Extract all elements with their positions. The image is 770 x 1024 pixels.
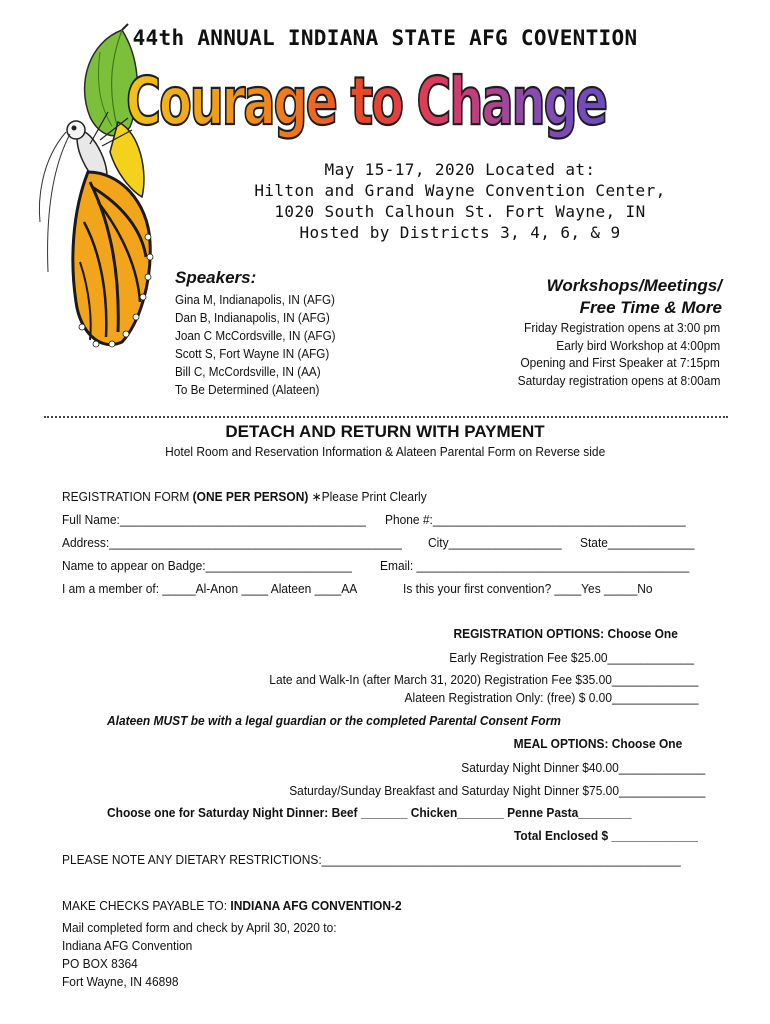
speaker-item: Bill C, McCordsville, IN (AA): [175, 364, 321, 379]
detach-divider: [44, 416, 728, 418]
speaker-item: Joan C McCordsville, IN (AFG): [175, 328, 336, 343]
event-venue: Hilton and Grand Wayne Convention Center,: [254, 181, 666, 200]
state-field[interactable]: State_____________: [580, 535, 695, 550]
alateen-registration-fee[interactable]: Alateen Registration Only: (free) $ 0.00_____________: [404, 690, 698, 705]
hero-title-art: [120, 52, 620, 142]
registration-options-heading: REGISTRATION OPTIONS: Choose One: [453, 626, 678, 641]
speaker-item: Dan B, Indianapolis, IN (AFG): [175, 310, 330, 325]
membership-field[interactable]: I am a member of: _____Al-Anon ____ Alateen ____AA: [62, 581, 358, 596]
total-enclosed-field[interactable]: Total Enclosed $ _____________: [514, 828, 698, 843]
checks-label: MAKE CHECKS PAYABLE TO:: [62, 898, 231, 913]
workshops-heading-line2: Free Time & More: [579, 298, 722, 317]
full-name-field[interactable]: Full Name:_____________________________________: [62, 512, 366, 527]
dinner-choice-field[interactable]: Choose one for Saturday Night Dinner: Beef _______ Chicken_______ Penne Pasta________: [107, 805, 632, 820]
hero-title-text: Courage to Change: [126, 63, 607, 140]
detach-heading: DETACH AND RETURN WITH PAYMENT: [225, 422, 545, 441]
mail-address-line: PO BOX 8364: [62, 956, 138, 971]
reg-note: ∗Please Print Clearly: [308, 489, 427, 504]
checks-payee: INDIANA AFG CONVENTION-2: [230, 898, 402, 913]
workshop-item: Saturday registration opens at 8:00am: [517, 373, 720, 388]
workshops-heading: Workshops/Meetings/: [546, 276, 722, 295]
speaker-item: Scott S, Fort Wayne IN (AFG): [175, 346, 330, 361]
mail-address-line: Fort Wayne, IN 46898: [62, 974, 179, 989]
late-registration-fee[interactable]: Late and Walk-In (after March 31, 2020) Registration Fee $35.00_____________: [268, 672, 698, 687]
hero-title: [120, 52, 620, 147]
workshop-item: Friday Registration opens at 3:00 pm: [523, 320, 720, 335]
speaker-item: To Be Determined (Alateen): [175, 382, 320, 397]
registration-form-heading: [62, 489, 427, 505]
alateen-guardian-note: Alateen MUST be with a legal guardian or the completed Parental Consent Form: [107, 713, 561, 728]
address-field[interactable]: Address:____________________________________________: [62, 535, 402, 550]
phone-field[interactable]: Phone #:______________________________________: [385, 512, 686, 527]
speaker-item: Gina M, Indianapolis, IN (AFG): [175, 292, 335, 307]
reg-one-per-person: (ONE PER PERSON): [192, 489, 309, 504]
checks-payable-line: [62, 898, 402, 913]
detach-subtext: [0, 444, 770, 459]
email-field[interactable]: Email: _________________________________________: [380, 558, 690, 573]
city-field[interactable]: City_________________: [428, 535, 562, 550]
mail-instruction: Mail completed form and check by April 30, 2020 to:: [62, 920, 337, 935]
badge-name-field[interactable]: Name to appear on Badge:______________________: [62, 558, 352, 573]
detach-subtext-text: Hotel Room and Reservation Information & Alateen Parental Form on Reverse side: [164, 444, 606, 459]
saturday-dinner-option[interactable]: Saturday Night Dinner $40.00_____________: [460, 760, 705, 775]
breakfast-dinner-option[interactable]: Saturday/Sunday Breakfast and Saturday Night Dinner $75.00_____________: [288, 783, 705, 798]
dietary-restrictions-field[interactable]: PLEASE NOTE ANY DIETARY RESTRICTIONS:______________________________________________________: [62, 852, 681, 867]
workshop-item: Opening and First Speaker at 7:15pm: [520, 355, 720, 370]
event-dates: May 15-17, 2020 Located at:: [324, 160, 596, 179]
meal-options-heading: MEAL OPTIONS: Choose One: [513, 736, 682, 751]
convention-title: 44th ANNUAL INDIANA STATE AFG COVENTION: [132, 26, 638, 50]
mail-address-line: Indiana AFG Convention: [62, 938, 193, 953]
first-convention-field[interactable]: Is this your first convention? ____Yes _____No: [403, 581, 653, 596]
workshop-item: Early bird Workshop at 4:00pm: [556, 338, 720, 353]
early-registration-fee[interactable]: Early Registration Fee $25.00_____________: [449, 650, 694, 665]
speakers-heading: Speakers:: [175, 268, 257, 287]
event-address: 1020 South Calhoun St. Fort Wayne, IN: [274, 202, 646, 221]
reg-label: REGISTRATION FORM: [62, 489, 193, 504]
event-hosts: Hosted by Districts 3, 4, 6, & 9: [299, 223, 621, 242]
